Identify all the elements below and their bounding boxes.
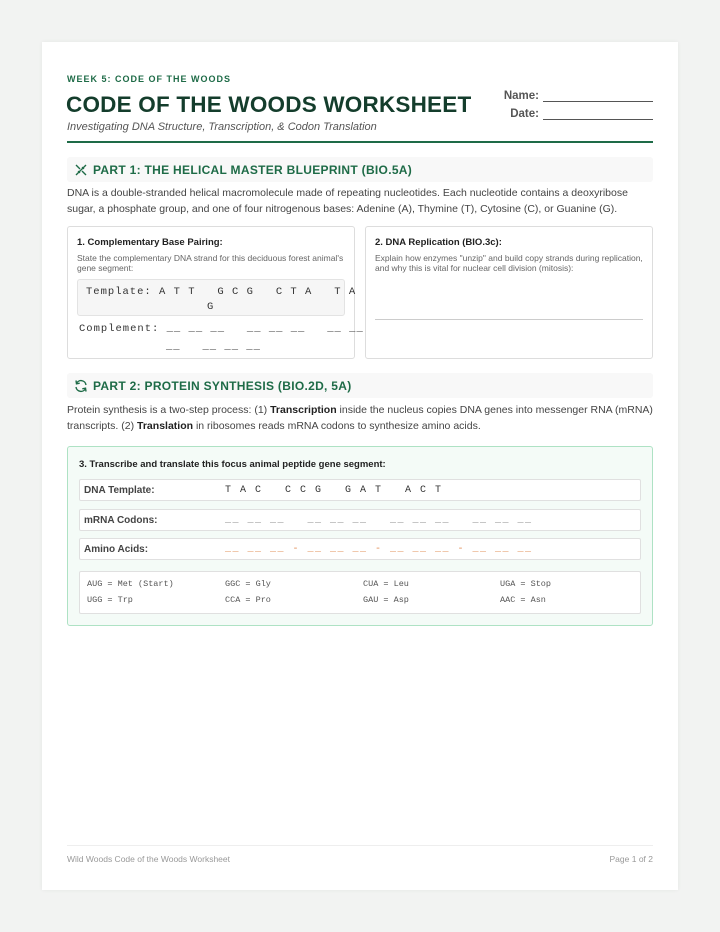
part2-title: PART 2: PROTEIN SYNTHESIS (BIO.2D, 5A) bbox=[93, 378, 352, 393]
codon-entry: CUA = Leu bbox=[363, 579, 409, 589]
intro-text: inside the nucleus copies DNA genes into messenger RNA (mRNA) transcripts. (2) bbox=[67, 404, 653, 432]
page-number: Page 1 of 2 bbox=[609, 854, 653, 864]
codon-entry: AAC = Asn bbox=[500, 595, 546, 605]
date-label: Date: bbox=[510, 108, 539, 120]
mrna-label: mRNA Codons: bbox=[84, 515, 158, 526]
mrna-blanks: __ __ __ __ __ __ __ __ __ __ __ __ bbox=[225, 515, 533, 526]
part1-intro: DNA is a double-stranded helical macromolecule made of repeating nucleotides. Each nucleotide contains a deoxyribose sugar, a phosphate group, and one of four nitrogenous bases: Adenine (A), Thymine (T), Cytosine (C), or Guanine (G). bbox=[67, 187, 628, 215]
q1-title: 1. Complementary Base Pairing: bbox=[77, 237, 223, 248]
intro-text: Protein synthesis is a two-step process: (1) bbox=[67, 404, 271, 416]
q3-title: 3. Transcribe and translate this focus animal peptide gene segment: bbox=[79, 459, 386, 470]
q2-answer-line[interactable] bbox=[375, 319, 643, 320]
complement-line-2: __ __ __ __ bbox=[166, 341, 261, 353]
part1-heading bbox=[67, 157, 653, 182]
codon-entry: UGA = Stop bbox=[500, 579, 552, 589]
q3-box bbox=[67, 446, 653, 626]
amino-acid-label: Amino Acids: bbox=[84, 544, 149, 555]
page-subtitle: Investigating DNA Structure, Transcription, & Codon Translation bbox=[67, 121, 377, 133]
page-footer bbox=[67, 854, 653, 864]
amino-acid-blanks: __ __ __ - __ __ __ - __ __ __ - __ __ __ bbox=[225, 544, 533, 555]
complement-strand[interactable] bbox=[79, 320, 364, 356]
dna-template-value: T A C C C G G A T A C T bbox=[225, 485, 443, 496]
dna-template-label: DNA Template: bbox=[84, 485, 155, 496]
worksheet-page bbox=[42, 42, 678, 890]
intro-text: in ribosomes reads mRNA codons to synthesize amino acids. bbox=[193, 420, 481, 432]
template-line-2: G bbox=[207, 301, 215, 313]
header-divider bbox=[67, 141, 653, 143]
q2-description: Explain how enzymes "unzip" and build copy strands during replication, and why this is vital for nuclear cell division (mitosis): bbox=[375, 253, 643, 273]
part2-heading bbox=[67, 373, 653, 398]
footer-divider bbox=[67, 845, 653, 846]
amino-acid-row[interactable] bbox=[79, 538, 641, 560]
week-label: WEEK 5: CODE OF THE WOODS bbox=[67, 74, 232, 84]
codon-entry: UGG = Trp bbox=[87, 595, 133, 605]
template-strand bbox=[77, 279, 357, 316]
translation-term: Translation bbox=[137, 420, 194, 432]
q2-box bbox=[365, 226, 653, 359]
refresh-icon bbox=[73, 378, 89, 394]
dna-icon bbox=[73, 162, 89, 178]
codon-entry: GGC = Gly bbox=[225, 579, 271, 589]
codon-entry: AUG = Met (Start) bbox=[87, 579, 174, 589]
codon-table bbox=[79, 571, 641, 614]
mrna-row[interactable] bbox=[79, 509, 641, 531]
footer-title: Wild Woods Code of the Woods Worksheet bbox=[67, 854, 230, 864]
template-line-1: Template: A T T G C G C T A T A bbox=[86, 286, 357, 298]
codon-entry: GAU = Asp bbox=[363, 595, 409, 605]
q2-title: 2. DNA Replication (BIO.3c): bbox=[375, 237, 502, 248]
codon-entry: CCA = Pro bbox=[225, 595, 271, 605]
complement-line-1: Complement: __ __ __ __ __ __ __ __ bbox=[79, 323, 364, 335]
q1-description: State the complementary DNA strand for this deciduous forest animal's gene segment: bbox=[77, 253, 344, 273]
name-label: Name: bbox=[503, 90, 539, 102]
transcription-term: Transcription bbox=[270, 404, 337, 416]
part2-intro bbox=[67, 402, 653, 434]
part1-title: PART 1: THE HELICAL MASTER BLUEPRINT (BIO.5A) bbox=[93, 162, 413, 177]
page-title: CODE OF THE WOODS WORKSHEET bbox=[66, 92, 472, 117]
name-date-block bbox=[504, 84, 653, 120]
dna-template-row bbox=[79, 479, 641, 501]
q1-box bbox=[67, 226, 364, 359]
name-field[interactable] bbox=[543, 91, 653, 102]
date-field[interactable] bbox=[543, 109, 653, 120]
